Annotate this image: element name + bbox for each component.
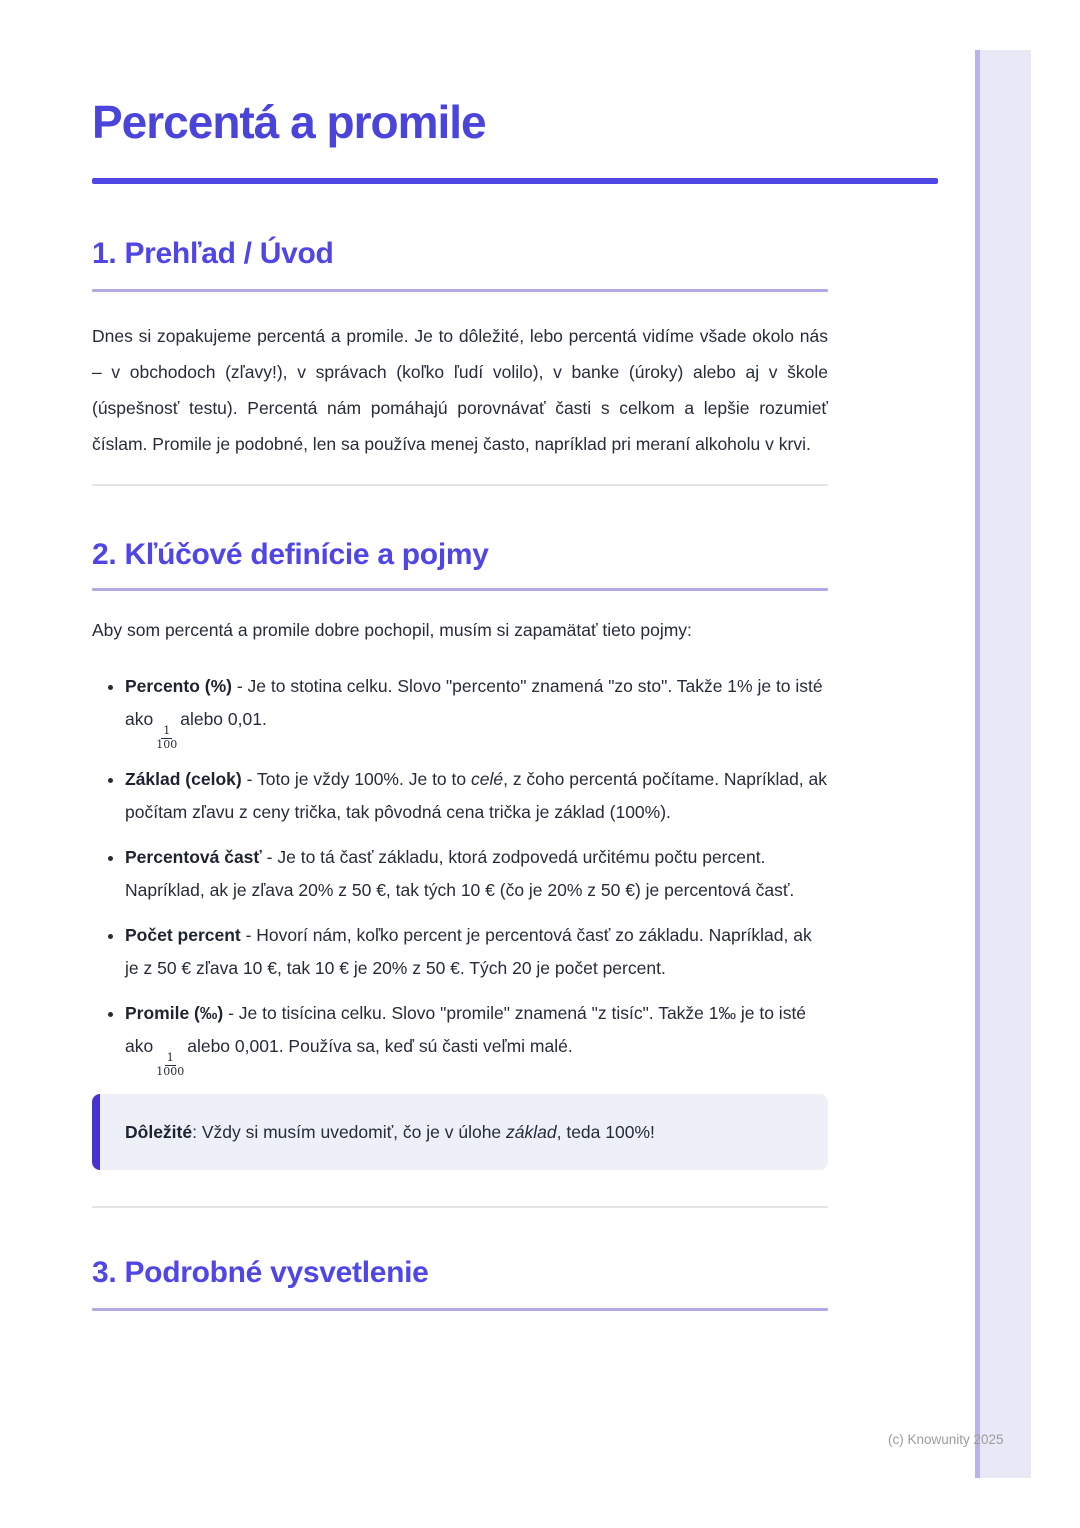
section-1-heading-rule (92, 289, 828, 292)
title-rule (92, 178, 938, 184)
fraction (156, 725, 177, 751)
bullet-text: Toto je vždy 100%. Je to to (256, 769, 471, 790)
bullet-separator: - (231, 675, 248, 696)
section-divider (92, 484, 828, 486)
bullet-text: Je to tisícina celku. Slovo "promile" znamená "z tisíc". Takže 1‰ je to isté ako (125, 1003, 807, 1057)
bullet-term: Percentová časť (125, 847, 262, 868)
callout-text: : Vždy si musím uvedomiť, čo je v úlohe (192, 1122, 507, 1143)
section-3-heading-rule (92, 1308, 828, 1311)
bullet-italic-word: celé (470, 769, 504, 790)
important-callout (92, 1094, 828, 1170)
section-2-heading-rule (92, 588, 828, 591)
bullet-text: , z čoho percentá počítame. Napríklad, ak počítam zľavu z ceny trička, tak pôvodná cena trička je základ (100%). (125, 769, 828, 823)
callout-text: , teda 100%! (556, 1122, 655, 1143)
bullet-text: Je to tá časť základu, ktorá zodpovedá určitému počtu percent. Napríklad, ak je zľava 20% z 50 €, tak tých 10 € (čo je 20% z 50 €) je percentová časť. (125, 847, 795, 901)
page-title: Percentá a promile (92, 96, 486, 148)
definitions-intro: Aby som percentá a promile dobre pochopil, musím si zapamätať tieto pojmy: (92, 619, 692, 640)
callout-label: Dôležité (125, 1122, 193, 1143)
section-divider (92, 1206, 828, 1208)
page-side-stripe (975, 50, 1031, 1478)
fraction-numerator: 1 (166, 1051, 174, 1065)
bullet-text: alebo 0,001. Používa sa, keď sú časti veľmi malé. (187, 1036, 573, 1057)
fraction-denominator: 100 (156, 737, 178, 751)
bullet-separator: - (261, 847, 278, 868)
fraction-denominator: 1000 (156, 1064, 185, 1078)
definitions-list (92, 670, 828, 1079)
bullet-term: Promile (‰) (125, 1003, 224, 1024)
bullet-term: Percento (%) (125, 675, 232, 696)
list-item-percento (125, 670, 828, 751)
list-item-promile (125, 997, 828, 1078)
section-1-heading: 1. Prehľad / Úvod (92, 236, 334, 270)
bullet-separator: - (240, 925, 257, 946)
bullet-term: Základ (celok) (125, 769, 242, 790)
section-2-heading: 2. Kľúčové definície a pojmy (92, 537, 489, 571)
fraction-numerator: 1 (163, 723, 171, 737)
page-content (92, 0, 828, 1311)
section-3-heading: 3. Podrobné vysvetlenie (92, 1256, 429, 1290)
callout-italic-word: základ (506, 1122, 557, 1143)
bullet-term: Počet percent (125, 925, 241, 946)
bullet-text: Je to stotina celku. Slovo "percento" znamená "zo sto". Takže 1% je to isté ako (125, 675, 823, 729)
bullet-separator: - (241, 769, 257, 790)
list-item-pocet-percent (125, 919, 828, 985)
overview-paragraph: Dnes si zopakujeme percentá a promile. Je to dôležité, lebo percentá vidíme všade okolo nás – v obchodoch (zľavy!), v správach (koľko ľudí volilo), v banke (úroky) alebo aj v škole (úspešnosť testu). Percentá nám pomáhajú porovnávať časti s celkom a lepšie rozumieť číslam. Promile je podobné, len sa používa menej často, napríklad pri meraní alkoholu v krvi. (92, 325, 828, 454)
fraction (156, 1052, 184, 1078)
list-item-zaklad (125, 763, 828, 829)
callout-accent-bar (92, 1094, 100, 1170)
bullet-text: alebo 0,01. (180, 708, 267, 729)
bullet-text: Hovorí nám, koľko percent je percentová časť zo základu. Napríklad, ak je z 50 € zľava 10 €, tak 10 € je 20% z 50 €. Tých 20 je počet percent. (125, 925, 812, 979)
list-item-percentova-cast (125, 841, 828, 907)
bullet-separator: - (223, 1003, 239, 1024)
copyright-notice: (c) Knowunity 2025 (888, 1432, 1004, 1447)
